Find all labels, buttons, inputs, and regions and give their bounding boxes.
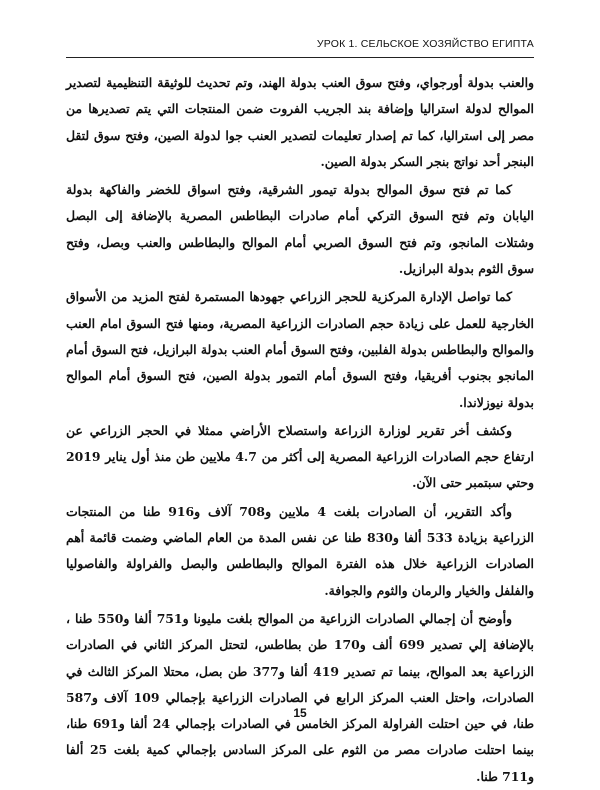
paragraph-2: كما تم فتح سوق الموالح بدولة تيمور الشرقية، وفتح اسواق للخضر والفاكهة بدولة اليابان وتم فتح السوق التركي أمام صادرات البطاطس المصرية بالإضافة إلى البصل وشتلات المانجو، وتم فتح السوق الصربي أمام الموالح والبطاطس والعنب وبصل، وفتح سوق الثوم بدولة البرازيل. — [66, 182, 534, 277]
paragraph-1: والعنب بدولة أورجواي، وفتح سوق العنب بدولة الهند، وتم تحديث للوثيقة التنظيمية لتصدير الموالح لدولة استراليا وإضافة بند الجريب الفروت ضمن المنتجات التي يتم تصديرها من مصر إلى استراليا، كما تم إصدار تعليمات لتصدير العنب جوا لدولة الصين، وفتح سوق لتقل البنجر أحد نواتج بنجر السكر بدولة الصين. — [66, 75, 534, 169]
paragraph-6: وأوضح أن إجمالي الصادرات الزراعية من الموالح بلغت مليونا و751 ألفا و550 طنا ، بالإضافة إلي تصدير 699 ألف و170 طن بطاطس، لتحتل المركز الثاني في الصادرات الزراعية بعد الموالح، بينما تم تصدير 419 ألفا و377 طن بصل، محتلا المركز الثالث في الصادرات، واحتل العنب المركز الرابع في الصادرات الزراعية بإجمالي 109 آلاف و587 طنا، في حين احتلت الفراولة المركز الخامس في الصادرات بإجمالي 24 ألفا و691 طنا، بينما احتلت صادرات مصر من الثوم على المركز السادس بإجمالي كمية بلغت 25 ألفا و711 طنا. — [66, 610, 535, 784]
paragraph-4: وكشف أخر تقرير لوزارة الزراعة واستصلاح الأراضي ممثلا في الحجر الزراعي عن ارتفاع حجم الصادرات الزراعية المصرية إلى أكثر من 4.7 ملايين طن منذ أول يناير 2019 وحتي سبتمبر حتى الآن. — [66, 422, 534, 491]
header-rule — [66, 57, 534, 58]
paragraph-3: كما تواصل الإدارة المركزية للحجر الزراعي جهودها المستمرة لفتح المزيد من الأسواق الخارجية للعمل على زيادة حجم الصادرات الزراعية المصرية، ومنها فتح السوق امام العنب والموالح والبطاطس بدولة الفلبين، وفتح السوق أمام العنب بدولة البرازيل، فتح السوق أمام المانجو بجنوب أفريقيا، وفتح السوق أمام التمور بدولة الصين، فتح السوق أمام الموالح بدولة نيوزلاندا. — [66, 289, 534, 410]
body-text — [66, 70, 534, 790]
running-header: УРОК 1. СЕЛЬСКОЕ ХОЗЯЙСТВО ЕГИПТА — [316, 38, 534, 50]
paragraph-5: وأكد التقرير، أن الصادرات بلغت 4 ملايين و708 آلاف و916 طنا من المنتجات الزراعية بزيادة 533 ألفا و830 طنا عن نفس المدة من العام الماضي وضمت قائمة أهم الصادرات الزراعية خلال هذه الفترة الموالح والبطاطس والبصل والفراولة والفاصوليا والفلفل والخيار والرمان والثوم والجوافة. — [66, 503, 534, 598]
page-number: 15 — [293, 706, 307, 720]
